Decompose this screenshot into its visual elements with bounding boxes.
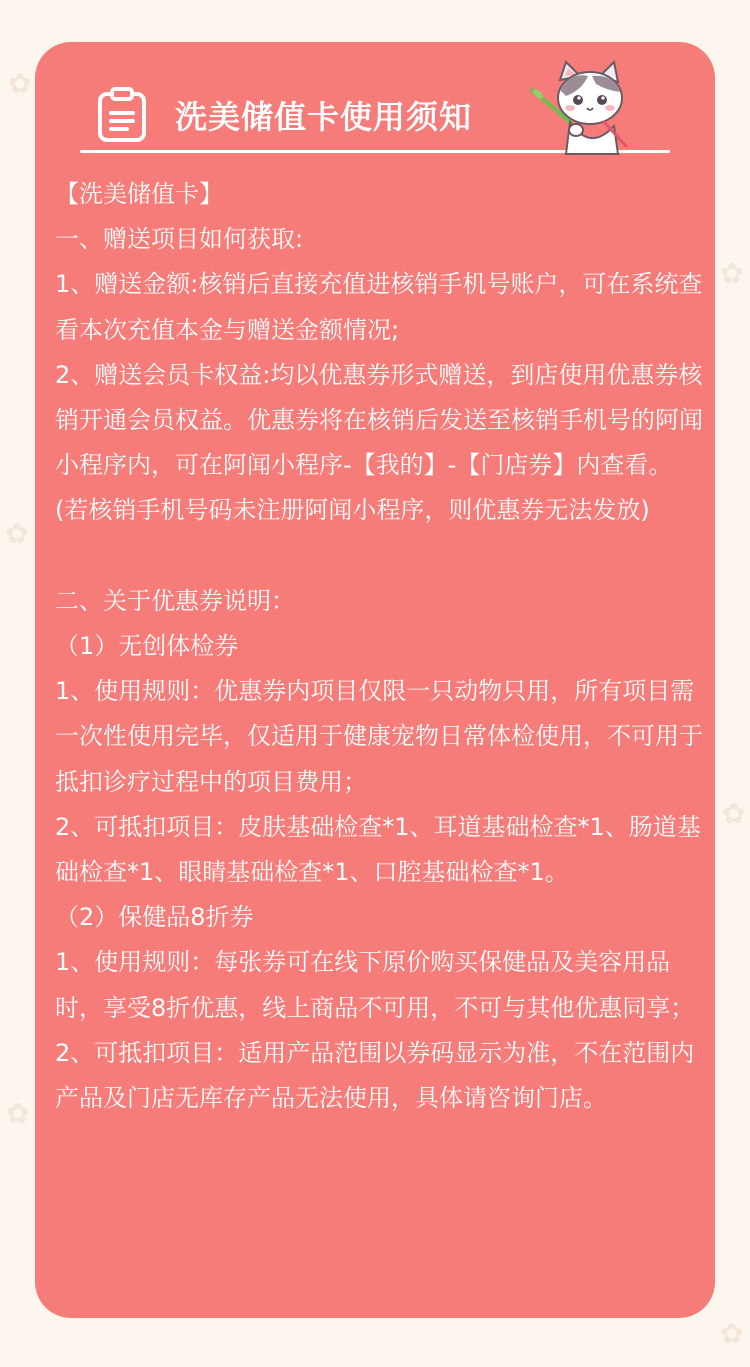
coupon-heading: （2）保健品8折券	[55, 903, 254, 932]
paw-icon: ✿	[8, 67, 32, 100]
spacer	[55, 534, 703, 579]
paw-icon: ✿	[6, 1097, 30, 1130]
paw-icon: ✿	[5, 517, 29, 550]
notice-content	[55, 172, 703, 1121]
section-heading: 二、关于优惠券说明：	[55, 586, 295, 615]
paw-icon: ✿	[720, 257, 744, 290]
paw-icon: ✿	[720, 1317, 744, 1350]
paw-icon: ✿	[722, 797, 746, 830]
rule-paragraph: 2、赠送会员卡权益:均以优惠券形式赠送，到店使用优惠券核销开通会员权益。优惠券将在核销后发送至核销手机号的阿闻小程序内，可在阿闻小程序-【我的】-【门店券】内查看。	[55, 360, 703, 480]
clipboard-icon	[97, 87, 147, 143]
section-heading: 一、赠送项目如何获取:	[55, 225, 304, 254]
rule-paragraph: 1、使用规则：优惠券内项目仅限一只动物只用，所有项目需一次性使用完毕，仅适用于健康宠物日常体检使用，不可用于抵扣诊疗过程中的项目费用；	[55, 677, 703, 796]
note-paragraph: (若核销手机号码未注册阿闻小程序，则优惠券无法发放)	[55, 496, 650, 525]
section-label: 【洗美储值卡】	[55, 180, 223, 208]
rule-paragraph: 2、可抵扣项目：皮肤基础检查*1、耳道基础检查*1、肠道基础检查*1、眼睛基础检查*1、口腔基础检查*1。	[55, 812, 701, 887]
rule-paragraph: 1、赠送金额:核销后直接充值进核销手机号账户，可在系统查看本次充值本金与赠送金额情况;	[55, 270, 703, 344]
rule-paragraph: 2、可抵扣项目：适用产品范围以券码显示为准，不在范围内产品及门店无库存产品无法使用，具体请咨询门店。	[55, 1038, 695, 1113]
rule-paragraph: 1、使用规则：每张券可在线下原价购买保健品及美容用品时，享受8折优惠，线上商品不可用，不可与其他优惠同享；	[55, 948, 695, 1022]
page-title: 洗美储值卡使用须知	[175, 98, 473, 136]
coupon-heading: （1）无创体检券	[55, 632, 239, 661]
notice-card	[35, 42, 715, 1318]
card-header	[35, 42, 715, 162]
cat-mascot-icon	[530, 60, 640, 155]
